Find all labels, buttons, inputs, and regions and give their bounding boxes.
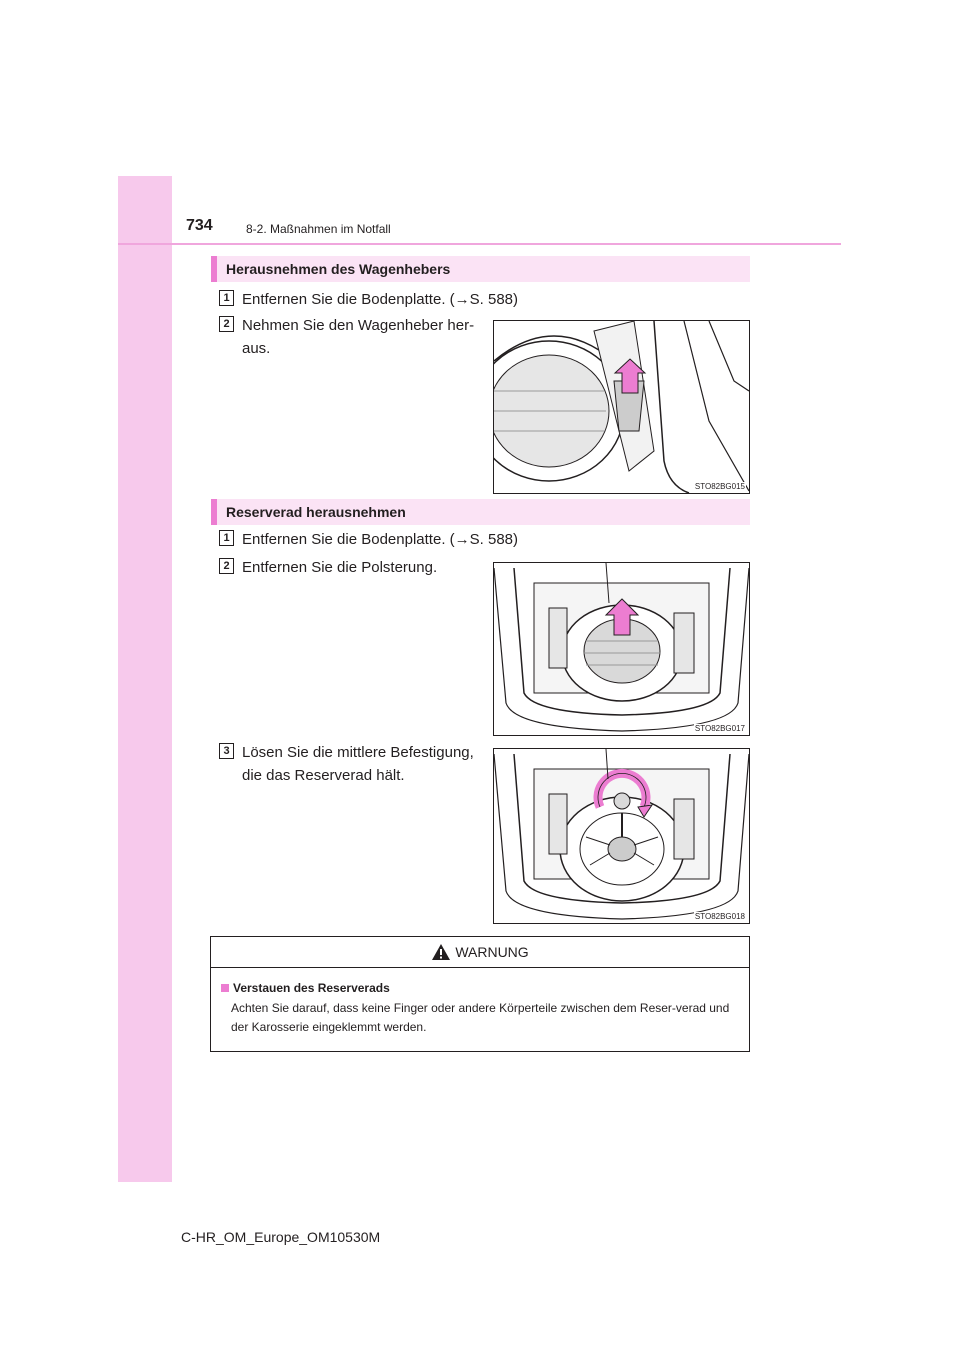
step-number: 2	[219, 316, 234, 332]
square-bullet-icon	[221, 984, 229, 992]
step-number: 3	[219, 743, 234, 759]
step-number: 1	[219, 530, 234, 546]
warning-box	[210, 936, 750, 1052]
header-divider	[118, 243, 841, 245]
step-text: Lösen Sie die mittlere Befestigung, die das Reserverad hält.	[242, 744, 474, 784]
spare-wheel-illustration	[494, 749, 749, 923]
warning-text: Achten Sie darauf, dass keine Finger oder andere Körperteile zwischen dem Reser-verad und der Karosserie eingeklemmt werden.	[231, 1001, 730, 1034]
figure-code: STO82BG015	[694, 482, 745, 491]
heading-remove-jack: Herausnehmen des Wagenhebers	[211, 256, 750, 282]
step-text: Entfernen Sie die Bodenplatte. (→S. 588)	[242, 531, 519, 548]
section-title: 8-2. Maßnahmen im Notfall	[246, 222, 391, 236]
step-number: 1	[219, 290, 234, 306]
step-text: Nehmen Sie den Wagenheber her- aus.	[242, 317, 475, 357]
jack-illustration	[494, 321, 749, 493]
step-number: 2	[219, 558, 234, 574]
illustration-remove-padding	[493, 562, 750, 736]
page-sidebar	[118, 176, 172, 1182]
footer-doc-id: C-HR_OM_Europe_OM10530M	[181, 1229, 381, 1245]
figure-code: STO82BG017	[694, 724, 745, 733]
page-number: 734	[186, 217, 213, 234]
step-text: Entfernen Sie die Bodenplatte. (→S. 588)	[242, 291, 519, 308]
illustration-jack-removal	[493, 320, 750, 494]
figure-code: STO82BG018	[694, 912, 745, 921]
heading-remove-spare-wheel: Reserverad herausnehmen	[211, 499, 750, 525]
padding-illustration	[494, 563, 749, 735]
warning-title: WARNUNG	[455, 944, 529, 960]
warning-subtitle: Verstauen des Reserverads	[221, 981, 390, 995]
warning-triangle-icon	[431, 943, 451, 961]
warning-header	[211, 937, 749, 968]
step-text: Entfernen Sie die Polsterung.	[242, 559, 438, 576]
illustration-loosen-fastener	[493, 748, 750, 924]
